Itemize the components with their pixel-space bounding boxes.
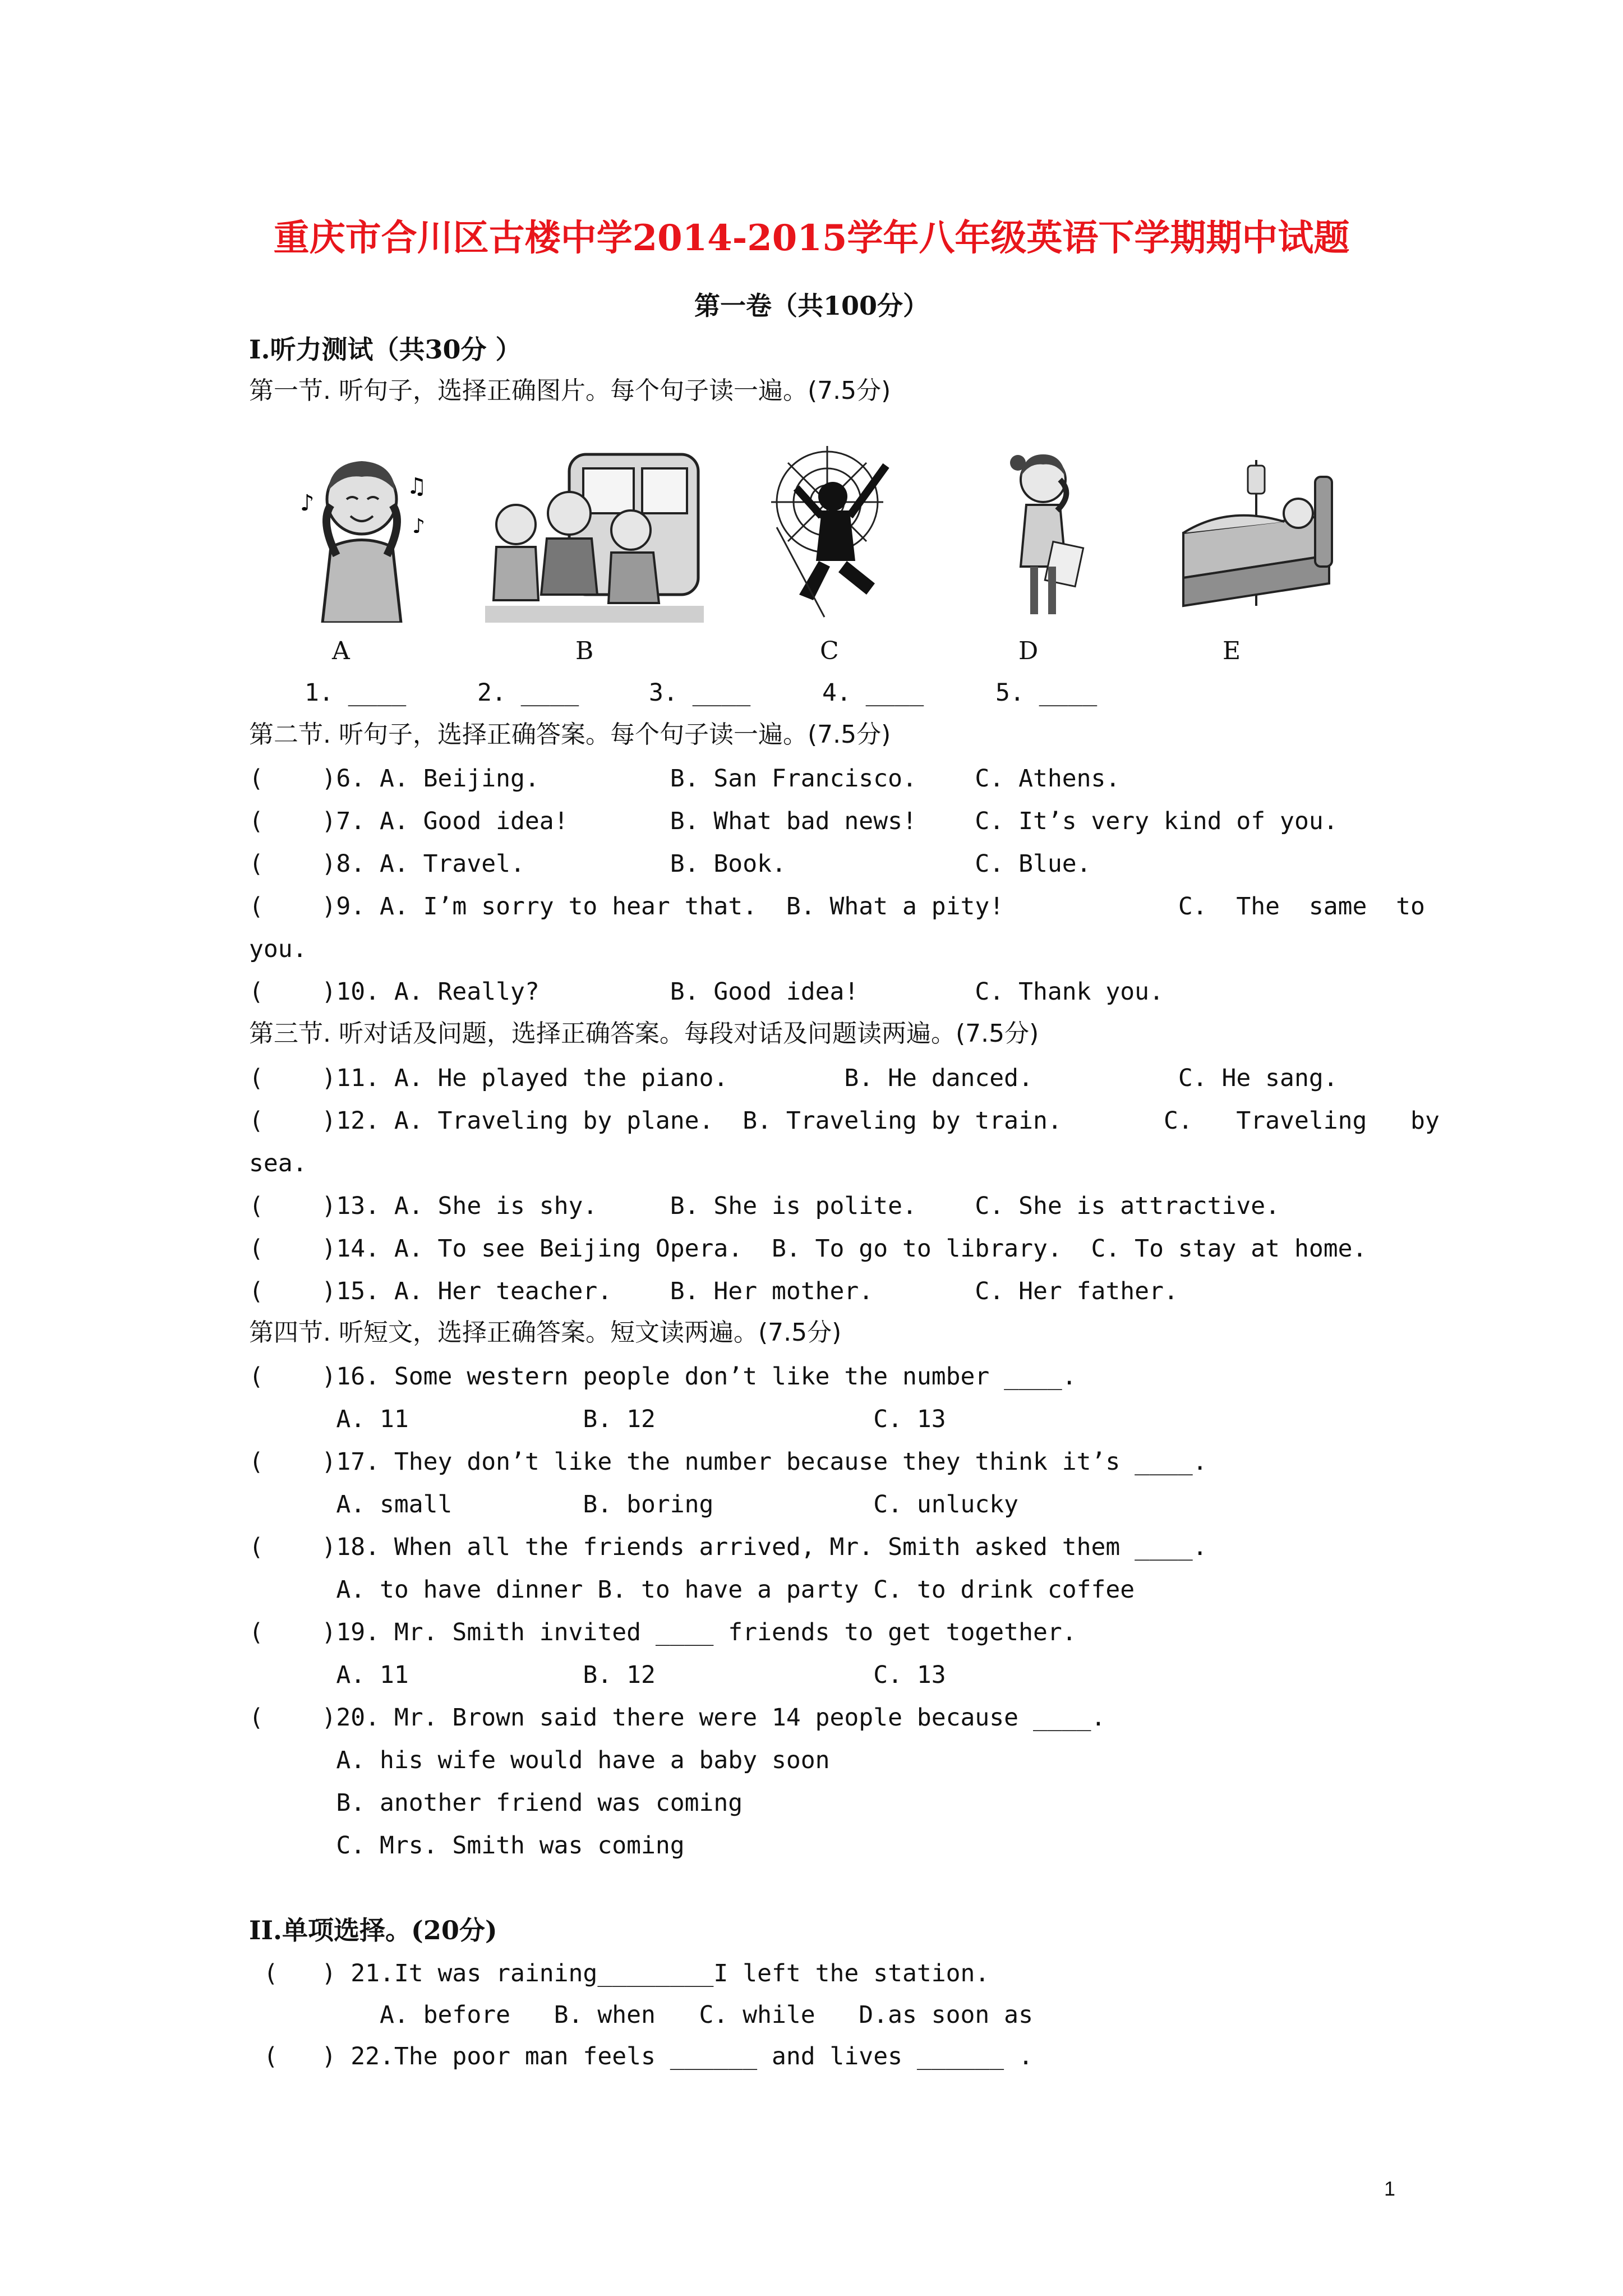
question-20: ( )20. Mr. Brown said there were 14 people because ____. [249, 1704, 1106, 1732]
question-17: ( )17. They don’t like the number because they think it’s ____. [249, 1448, 1207, 1476]
answer-blank-1: 1. ____ [305, 679, 407, 707]
question-16: ( )16. Some western people don’t like the number ____. [249, 1363, 1077, 1391]
question-10: ( )10. A. Really? B. Good idea! C. Thank you. [249, 978, 1164, 1006]
question-17-options: A. small B. boring C. unlucky [249, 1490, 1019, 1519]
part1-heading: I.听力测试（共30分 ） [249, 334, 522, 365]
section1-instructions: 第一节. 听句子，选择正确图片。每个句子读一遍。(7.5分) [249, 376, 891, 405]
question-19: ( )19. Mr. Smith invited ____ friends to get together. [249, 1618, 1077, 1646]
section2-instructions: 第二节. 听句子，选择正确答案。每个句子读一遍。(7.5分) [249, 720, 891, 749]
question-18: ( )18. When all the friends arrived, Mr. Smith asked them ____. [249, 1533, 1207, 1561]
answer-blank-3: 3. ____ [649, 679, 751, 707]
question-19-options: A. 11 B. 12 C. 13 [249, 1661, 946, 1689]
question-22: ( ) 22.The poor man feels ______ and lives ______ . [249, 2042, 1033, 2070]
question-9: ( )9. A. I’m sorry to hear that. B. What a pity! C. The same to [249, 892, 1425, 921]
picture-label-a: A [332, 637, 350, 665]
question-21: ( ) 21.It was raining________I left the station. [249, 1959, 990, 1987]
picture-b-kids-and-car [485, 443, 704, 623]
question-16-options: A. 11 B. 12 C. 13 [249, 1405, 946, 1433]
picture-label-e: E [1223, 637, 1241, 665]
volume-heading: 第一卷（共100分） [694, 291, 929, 321]
question-8: ( )8. A. Travel. B. Book. C. Blue. [249, 850, 1091, 878]
question-20-option-a: A. his wife would have a baby soon [249, 1746, 830, 1774]
picture-e-boy-in-hospital-bed [1172, 443, 1340, 623]
picture-d-girl-on-phone [995, 443, 1091, 623]
svg-text:♪: ♪ [412, 515, 425, 538]
question-12-continued: sea. [249, 1149, 307, 1177]
page-number: 1 [1384, 2177, 1395, 2200]
question-20-option-c: C. Mrs. Smith was coming [249, 1832, 685, 1860]
question-13: ( )13. A. She is shy. B. She is polite. C. She is attractive. [249, 1192, 1280, 1220]
question-21-options: A. before B. when C. while D.as soon as [249, 2001, 1033, 2029]
question-12: ( )12. A. Traveling by plane. B. Traveling by train. C. Traveling by [249, 1107, 1440, 1135]
answer-blank-4: 4. ____ [822, 679, 924, 707]
picture-label-b: B [575, 637, 594, 665]
question-15: ( )15. A. Her teacher. B. Her mother. C. Her father. [249, 1277, 1178, 1305]
part2-heading: II.单项选择。(20分) [249, 1915, 497, 1945]
picture-label-c: C [820, 637, 839, 665]
answer-blank-2: 2. ____ [477, 679, 579, 707]
exam-title: 重庆市合川区古楼中学2014-2015学年八年级英语下学期期中试题 [273, 217, 1350, 259]
question-9-continued: you. [249, 935, 307, 963]
svg-text:♫: ♫ [407, 473, 427, 499]
question-11: ( )11. A. He played the piano. B. He danced. C. He sang. [249, 1064, 1338, 1092]
question-18-options: A. to have dinner B. to have a party C. to drink coffee [249, 1576, 1135, 1604]
section3-instructions: 第三节. 听对话及问题，选择正确答案。每段对话及问题读两遍。(7.5分) [249, 1019, 1039, 1048]
question-6: ( )6. A. Beijing. B. San Francisco. C. Athens. [249, 765, 1121, 793]
svg-text:♪: ♪ [300, 490, 315, 516]
picture-c-spiderman [766, 443, 906, 623]
question-14: ( )14. A. To see Beijing Opera. B. To go to library. C. To stay at home. [249, 1235, 1367, 1263]
question-20-option-b: B. another friend was coming [249, 1789, 743, 1817]
section4-instructions: 第四节. 听短文，选择正确答案。短文读两遍。(7.5分) [249, 1318, 842, 1347]
picture-label-d: D [1018, 637, 1039, 665]
answer-blank-5: 5. ____ [995, 679, 1098, 707]
picture-a-boy-listening-music [297, 443, 437, 623]
question-7: ( )7. A. Good idea! B. What bad news! C. It’s very kind of you. [249, 807, 1338, 835]
